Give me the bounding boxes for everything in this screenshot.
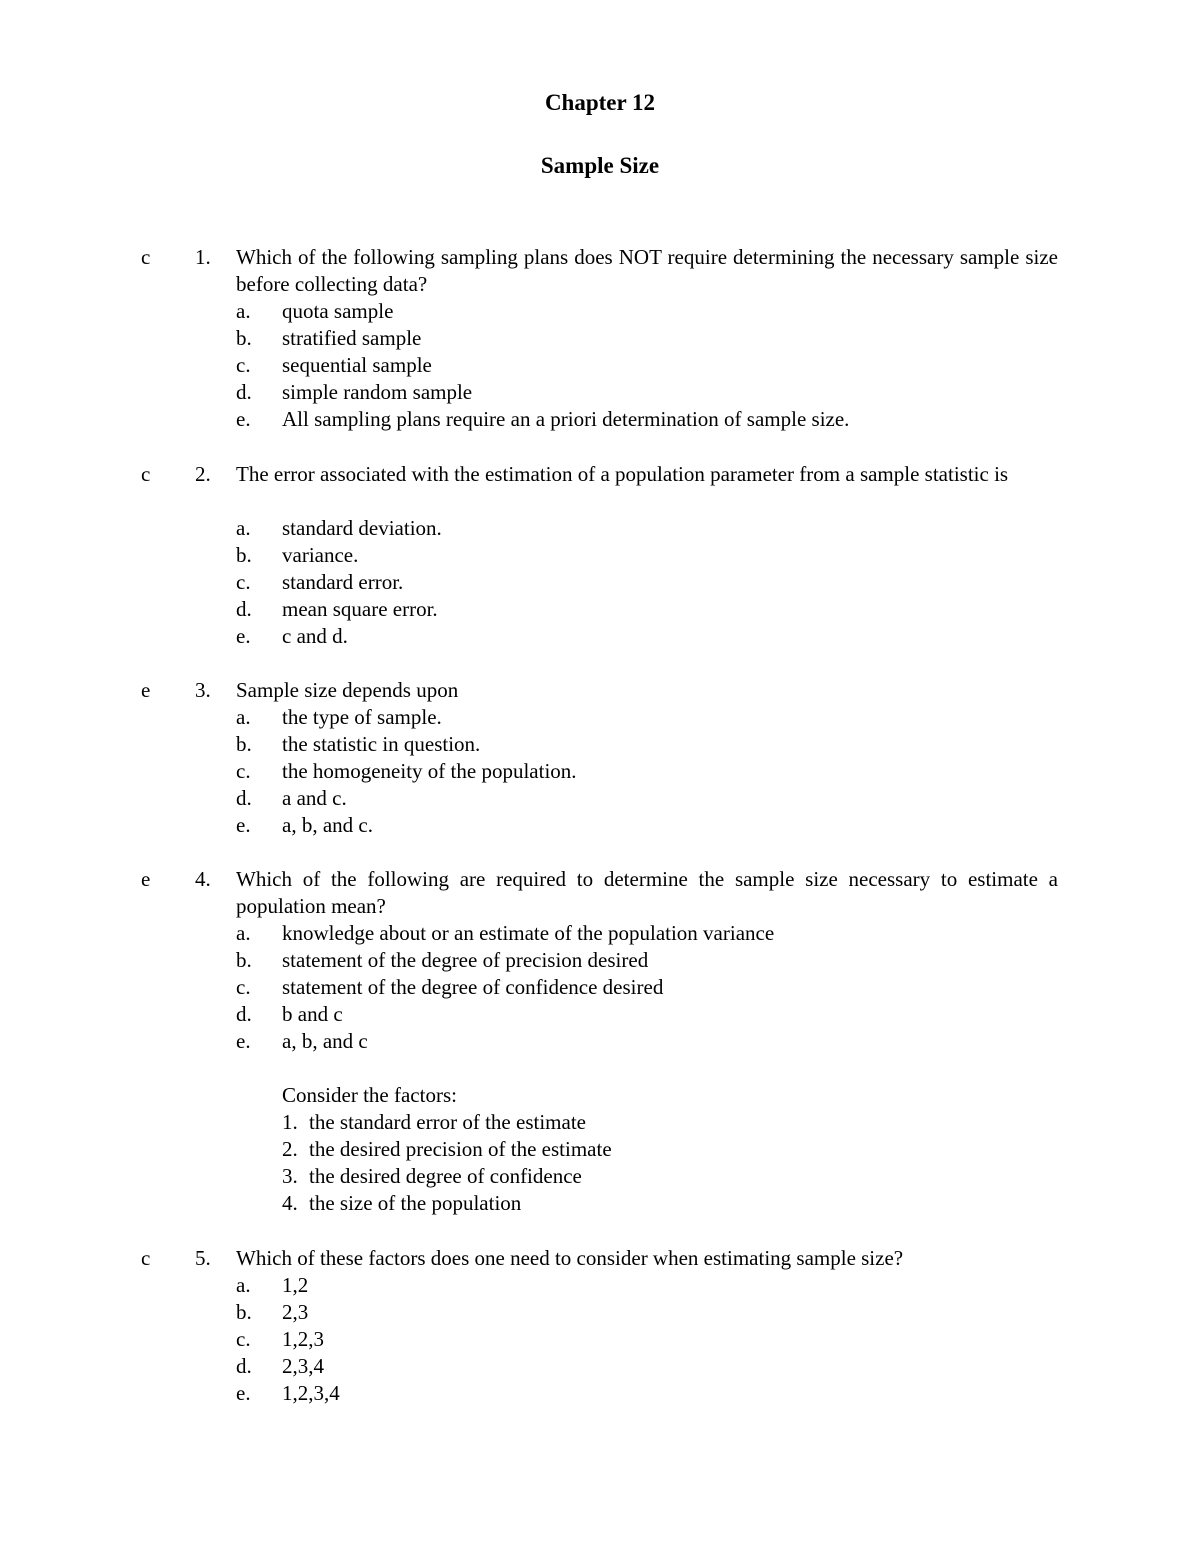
question-stem: Which of the following sampling plans does NOT require determining the necessary sample size before collecting data? xyxy=(236,245,1058,296)
question-number: 4. xyxy=(195,867,211,891)
option-letter: d. xyxy=(236,597,252,621)
option-letter: b. xyxy=(236,543,252,567)
option-e xyxy=(0,1028,1200,1055)
option-letter: d. xyxy=(236,1354,252,1378)
question-number: 1. xyxy=(195,245,211,269)
option-e xyxy=(0,812,1200,839)
factor-number: 1. xyxy=(282,1110,298,1134)
option-letter: a. xyxy=(236,921,251,945)
option-text: mean square error. xyxy=(282,597,438,621)
answer-key: c xyxy=(141,1246,151,1270)
option-letter: c. xyxy=(236,759,251,783)
answer-key: c xyxy=(141,462,151,486)
option-text: sequential sample xyxy=(282,353,432,377)
factor-text: the desired precision of the estimate xyxy=(309,1137,612,1161)
option-text: 1,2,3 xyxy=(282,1327,324,1351)
option-d xyxy=(0,596,1200,623)
option-letter: d. xyxy=(236,380,252,404)
factor-text: the size of the population xyxy=(309,1191,522,1215)
question-stem: Which of these factors does one need to consider when estimating sample size? xyxy=(236,1246,904,1270)
option-a xyxy=(0,1272,1200,1299)
option-letter: a. xyxy=(236,705,251,729)
option-text: the statistic in question. xyxy=(282,732,481,756)
option-text: b and c xyxy=(282,1002,343,1026)
option-letter: b. xyxy=(236,732,252,756)
question-stem: The error associated with the estimation of a population parameter from a sample statistic is xyxy=(236,462,1009,486)
option-c xyxy=(0,352,1200,379)
factor-text: the standard error of the estimate xyxy=(309,1110,586,1134)
option-a xyxy=(0,704,1200,731)
option-letter: c. xyxy=(236,975,251,999)
option-text: a, b, and c. xyxy=(282,813,373,837)
option-letter: c. xyxy=(236,570,251,594)
option-e xyxy=(0,1380,1200,1407)
option-letter: b. xyxy=(236,948,252,972)
option-text: the type of sample. xyxy=(282,705,442,729)
option-b xyxy=(0,1299,1200,1326)
option-text: a, b, and c xyxy=(282,1029,368,1053)
option-d xyxy=(0,379,1200,406)
option-letter: b. xyxy=(236,1300,252,1324)
option-text: quota sample xyxy=(282,299,394,323)
option-e xyxy=(0,623,1200,650)
option-d xyxy=(0,785,1200,812)
option-letter: e. xyxy=(236,407,251,431)
option-d xyxy=(0,1353,1200,1380)
factor-number: 3. xyxy=(282,1164,298,1188)
answer-key: c xyxy=(141,245,151,269)
option-text: a and c. xyxy=(282,786,347,810)
option-c xyxy=(0,569,1200,596)
option-letter: c. xyxy=(236,353,251,377)
factors-intro: Consider the factors: xyxy=(282,1083,457,1107)
page-title: Sample Size xyxy=(540,153,660,178)
factor-item xyxy=(282,1163,982,1190)
option-b xyxy=(0,325,1200,352)
factor-number: 2. xyxy=(282,1137,298,1161)
factors-list xyxy=(282,1082,982,1217)
option-e xyxy=(0,406,1200,433)
option-text: the homogeneity of the population. xyxy=(282,759,577,783)
option-letter: e. xyxy=(236,1381,251,1405)
option-letter: d. xyxy=(236,786,252,810)
option-letter: e. xyxy=(236,1029,251,1053)
option-letter: e. xyxy=(236,624,251,648)
option-c xyxy=(0,1326,1200,1353)
chapter-heading: Chapter 12 xyxy=(544,90,656,115)
question-number: 2. xyxy=(195,462,211,486)
option-text: All sampling plans require an a priori determination of sample size. xyxy=(282,407,850,431)
option-text: simple random sample xyxy=(282,380,473,404)
option-letter: b. xyxy=(236,326,252,350)
option-text: standard error. xyxy=(282,570,404,594)
option-letter: a. xyxy=(236,516,251,540)
option-c xyxy=(0,758,1200,785)
option-a xyxy=(0,920,1200,947)
option-text: 1,2 xyxy=(282,1273,309,1297)
factor-item xyxy=(282,1136,982,1163)
factor-number: 4. xyxy=(282,1191,298,1215)
option-text: 2,3 xyxy=(282,1300,309,1324)
factor-item xyxy=(282,1190,982,1217)
option-b xyxy=(0,947,1200,974)
option-letter: c. xyxy=(236,1327,251,1351)
option-text: statement of the degree of precision desired xyxy=(282,948,649,972)
option-text: variance. xyxy=(282,543,359,567)
option-c xyxy=(0,974,1200,1001)
option-letter: a. xyxy=(236,299,251,323)
question-stem: Sample size depends upon xyxy=(236,678,459,702)
option-text: knowledge about or an estimate of the population variance xyxy=(282,921,775,945)
question-number: 5. xyxy=(195,1246,211,1270)
option-b xyxy=(0,731,1200,758)
option-a xyxy=(0,515,1200,542)
answer-key: e xyxy=(141,867,151,891)
factor-item xyxy=(282,1109,982,1136)
option-letter: a. xyxy=(236,1273,251,1297)
question-number: 3. xyxy=(195,678,211,702)
option-text: 1,2,3,4 xyxy=(282,1381,340,1405)
option-text: statement of the degree of confidence desired xyxy=(282,975,664,999)
option-letter: d. xyxy=(236,1002,252,1026)
option-b xyxy=(0,542,1200,569)
answer-key: e xyxy=(141,678,151,702)
option-letter: e. xyxy=(236,813,251,837)
option-text: stratified sample xyxy=(282,326,422,350)
option-text: standard deviation. xyxy=(282,516,442,540)
option-text: c and d. xyxy=(282,624,348,648)
option-d xyxy=(0,1001,1200,1028)
question-stem: Which of the following are required to determine the sample size necessary to estimate a population mean? xyxy=(236,867,1058,918)
option-text: 2,3,4 xyxy=(282,1354,324,1378)
factor-text: the desired degree of confidence xyxy=(309,1164,582,1188)
option-a xyxy=(0,298,1200,325)
